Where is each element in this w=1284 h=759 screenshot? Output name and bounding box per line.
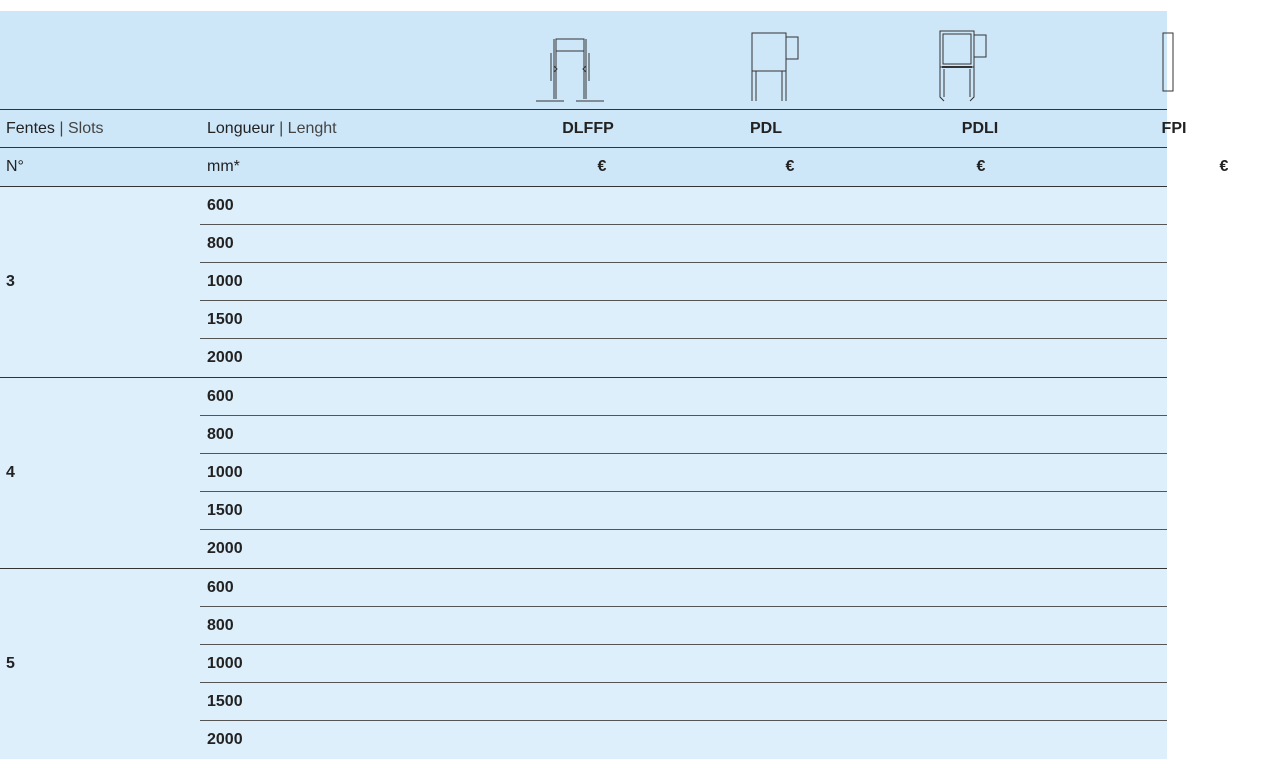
length-value: 1000 (207, 273, 243, 290)
length-value: 1500 (207, 502, 243, 519)
units-row (0, 147, 1229, 186)
length-value: 1500 (207, 311, 243, 328)
length-column-header: Longueur | Lenght (207, 120, 337, 137)
table-row (200, 644, 1167, 683)
table-row (200, 187, 1167, 225)
length-value: 1000 (207, 464, 243, 481)
price-unit-pdl: € (785, 158, 795, 175)
table-row (200, 338, 1167, 377)
price-unit-fpi: € (1219, 158, 1229, 175)
slots-count: 4 (6, 464, 15, 481)
table-row (200, 378, 1167, 416)
length-value: 800 (207, 617, 234, 634)
table-row (200, 262, 1167, 301)
length-value: 600 (207, 388, 234, 405)
table-row (200, 415, 1167, 454)
price-unit-pdli: € (976, 158, 986, 175)
product-header-fpi: FPI (1161, 120, 1187, 137)
length-value: 1000 (207, 655, 243, 672)
pdl-profile-drawing (740, 11, 810, 109)
table-row (200, 529, 1167, 568)
length-value: 800 (207, 426, 234, 443)
table-row (200, 224, 1167, 263)
slot-group-4 (0, 377, 1167, 568)
slots-count: 5 (6, 655, 15, 672)
slot-group-5 (0, 568, 1167, 759)
length-value: 2000 (207, 540, 243, 557)
price-unit-dlffp: € (597, 158, 607, 175)
product-header-pdli: PDLI (961, 120, 999, 137)
slots-count: 3 (6, 273, 15, 290)
length-value: 600 (207, 579, 234, 596)
table-body (0, 186, 1167, 759)
table-row (200, 606, 1167, 645)
column-header-row (0, 109, 1187, 148)
table-row (200, 300, 1167, 339)
table-row (200, 720, 1167, 759)
length-value: 1500 (207, 693, 243, 710)
length-unit: mm* (207, 158, 240, 175)
profile-drawings-header (0, 11, 1167, 109)
length-value: 600 (207, 197, 234, 214)
price-table (0, 11, 1229, 748)
product-header-dlffp: DLFFP (562, 120, 614, 137)
table-row (200, 569, 1167, 607)
length-value: 2000 (207, 731, 243, 748)
table-row (200, 453, 1167, 492)
product-header-pdl: PDL (750, 120, 782, 137)
slot-group-3 (0, 186, 1167, 377)
fpi-profile-drawing (1150, 11, 1170, 109)
table-row (200, 682, 1167, 721)
pdli-profile-drawing (930, 11, 1000, 109)
dlffp-profile-drawing (530, 11, 610, 109)
length-value: 800 (207, 235, 234, 252)
length-value: 2000 (207, 349, 243, 366)
slots-column-header: Fentes | Slots (6, 120, 104, 137)
table-row (200, 491, 1167, 530)
slots-unit: N° (6, 158, 24, 175)
